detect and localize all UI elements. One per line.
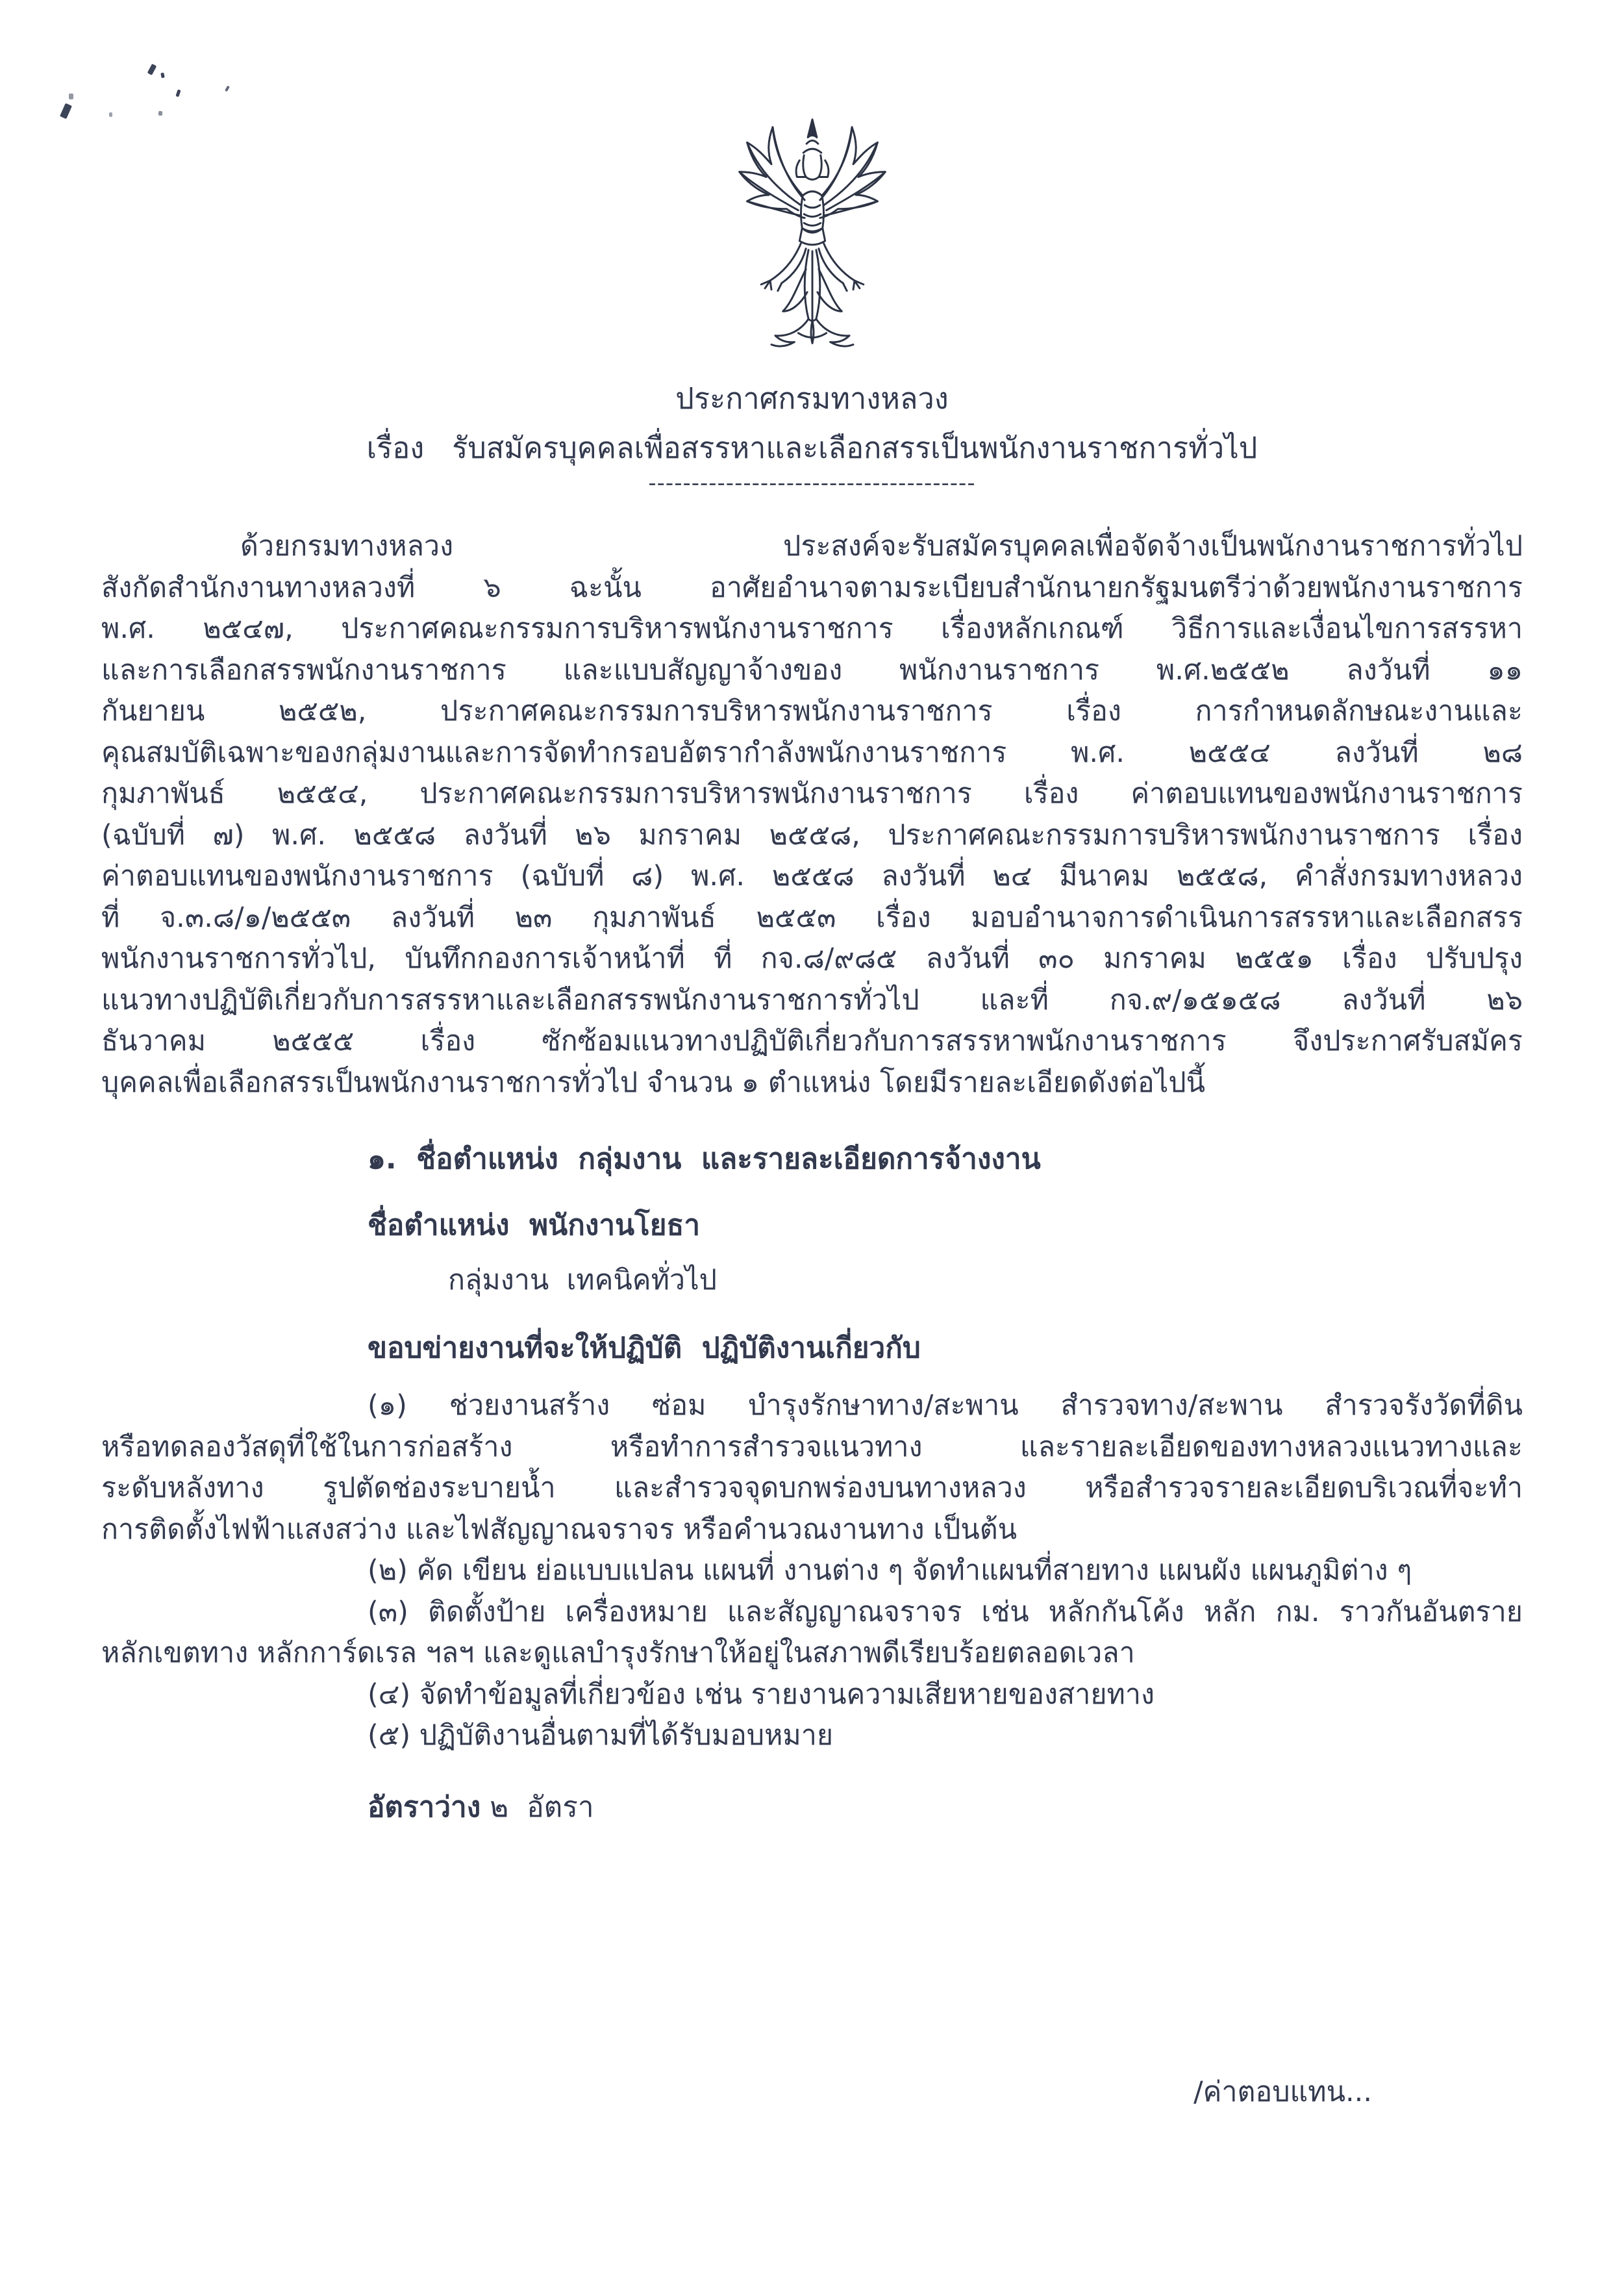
- duty-item-1-cont: ระดับหลังทาง รูปตัดช่องระบายน้ำ และสำรวจจุดบกพร่องบนทางหลวง หรือสำรวจรายละเอียดบริเวณที่จะทำ: [101, 1472, 1523, 1504]
- vacancy-value: ๒ อัตรา: [490, 1790, 594, 1824]
- subject-line: เรื่อง รับสมัครบุคคลเพื่อสรรหาและเลือกสรรเป็นพนักงานราชการทั่วไป: [366, 431, 1258, 465]
- paragraph-line: สังกัดสำนักงานทางหลวงที่ ๖ ฉะนั้น อาศัยอำนาจตามระเบียบสำนักนายกรัฐมนตรีว่าด้วยพนักงานราชการ: [101, 571, 1523, 604]
- ink-speck: [147, 64, 157, 75]
- paragraph-line: ที่ จ.๓.๘/๑/๒๕๕๓ ลงวันที่ ๒๓ กุมภาพันธ์ ๒๕๕๓ เรื่อง มอบอำนาจการดำเนินการสรรหาและเลือกสรร: [101, 901, 1523, 934]
- duty-item-1: (๑) ช่วยงานสร้าง ซ่อม บำรุงรักษาทาง/สะพาน สำรวจทาง/สะพาน สำรวจรังวัดที่ดิน: [368, 1389, 1523, 1422]
- document-body: [0, 526, 1624, 1828]
- paragraph-line: ค่าตอบแทนของพนักงานราชการ (ฉบับที่ ๘) พ.ศ. ๒๕๕๘ ลงวันที่ ๒๔ มีนาคม ๒๕๕๘, คำสั่งกรมทางหลวง: [101, 860, 1523, 892]
- section-heading: ๑. ชื่อตำแหน่ง กลุ่มงาน และรายละเอียดการจ้างงาน: [368, 1142, 1041, 1176]
- ink-speck: [60, 103, 72, 120]
- paragraph-line: (ฉบับที่ ๗) พ.ศ. ๒๕๕๘ ลงวันที่ ๒๖ มกราคม ๒๕๕๘, ประกาศคณะกรรมการบริหารพนักงานราชการ เรื่อง: [101, 818, 1523, 851]
- paragraph-line: และการเลือกสรรพนักงานราชการ และแบบสัญญาจ้างของ พนักงานราชการ พ.ศ.๒๕๕๒ ลงวันที่ ๑๑: [101, 653, 1523, 687]
- paragraph-line: พ.ศ. ๒๕๔๗, ประกาศคณะกรรมการบริหารพนักงานราชการ เรื่องหลักเกณฑ์ วิธีการและเงื่อนไขการสรรหา: [101, 612, 1523, 645]
- duty-item-3: (๓) ติดตั้งป้าย เครื่องหมาย และสัญญาณจราจร เช่น หลักกันโค้ง หลัก กม. ราวกันอันตราย: [368, 1595, 1523, 1628]
- duty-list: [101, 1385, 1523, 1757]
- vacancy-label: อัตราว่าง: [368, 1790, 481, 1824]
- ink-speck: [109, 112, 112, 117]
- paragraph-line: บุคคลเพื่อเลือกสรรเป็นพนักงานราชการทั่วไป จำนวน ๑ ตำแหน่ง โดยมีรายละเอียดดังต่อไปนี้: [101, 1066, 1206, 1099]
- paragraph-line: ธันวาคม ๒๕๕๕ เรื่อง ซักซ้อมแนวทางปฏิบัติเกี่ยวกับการสรรหาพนักงานราชการ จึงประกาศรับสมัคร: [101, 1025, 1523, 1057]
- position-title-line: ชื่อตำแหน่ง พนักงานโยธา: [368, 1208, 701, 1242]
- ink-speck: [158, 111, 162, 116]
- paragraph-line: พนักงานราชการทั่วไป, บันทึกกองการเจ้าหน้าที่ ที่ กจ.๘/๙๘๕ ลงวันที่ ๓๐ มกราคม ๒๕๕๑ เรื่อง ปรับปรุง: [101, 942, 1523, 975]
- scope-of-work-heading: ขอบข่ายงานที่จะให้ปฏิบัติ ปฏิบัติงานเกี่ยวกับ: [368, 1331, 921, 1365]
- paragraph-line: กันยายน ๒๕๕๒, ประกาศคณะกรรมการบริหารพนักงานราชการ เรื่อง การกำหนดลักษณะงานและ: [101, 695, 1523, 727]
- vacancy-line: [101, 1787, 1523, 1828]
- paragraph-line: กุมภาพันธ์ ๒๕๕๔, ประกาศคณะกรรมการบริหารพนักงานราชการ เรื่อง ค่าตอบแทนของพนักงานราชการ: [101, 777, 1523, 810]
- duty-item-1-cont: การติดตั้งไฟฟ้าแสงสว่าง และไฟสัญญาณจราจร หรือคำนวณงานทาง เป็นต้น: [101, 1513, 1018, 1546]
- work-group-line: กลุ่มงาน เทคนิคทั่วไป: [448, 1264, 717, 1296]
- duty-item-2: (๒) คัด เขียน ย่อแบบแปลน แผนที่ งานต่าง ๆ จัดทำแผนที่สายทาง แผนผัง แผนภูมิต่าง ๆ: [368, 1554, 1412, 1587]
- ink-speck: [175, 89, 181, 97]
- paragraph-line: คุณสมบัติเฉพาะของกลุ่มงานและการจัดทำกรอบอัตรากำลังพนักงานราชการ พ.ศ. ๒๕๕๔ ลงวันที่ ๒๘: [101, 736, 1523, 769]
- intro-paragraph: [101, 526, 1523, 1103]
- ink-speck: [225, 86, 230, 92]
- duty-item-1-cont: หรือทดลองวัสดุที่ใช้ในการก่อสร้าง หรือทำการสำรวจแนวทาง และรายละเอียดของทางหลวงแนวทางและ: [101, 1430, 1523, 1463]
- garuda-emblem-icon: [711, 116, 914, 365]
- continuation-marker: /ค่าตอบแทน...: [1193, 2076, 1372, 2108]
- paragraph-line: ด้วยกรมทางหลวง ประสงค์จะรับสมัครบุคคลเพื่อจัดจ้างเป็นพนักงานราชการทั่วไป: [240, 530, 1523, 562]
- ink-speck: [160, 73, 165, 79]
- page-title: ประกาศกรมทางหลวง: [675, 381, 949, 416]
- duty-item-5: (๕) ปฏิบัติงานอื่นตามที่ได้รับมอบหมาย: [368, 1719, 834, 1752]
- duty-item-3-cont: หลักเขตทาง หลักการ์ดเรล ฯลฯ และดูแลบำรุงรักษาให้อยู่ในสภาพดีเรียบร้อยตลอดเวลา: [101, 1637, 1135, 1669]
- paragraph-line: แนวทางปฏิบัติเกี่ยวกับการสรรหาและเลือกสรรพนักงานราชการทั่วไป และที่ กจ.๙/๑๕๑๕๘ ลงวันที่ ๒๖: [101, 983, 1523, 1016]
- ink-speck: [69, 94, 73, 99]
- dashed-divider: --------------------------------------: [648, 470, 976, 496]
- duty-item-4: (๔) จัดทำข้อมูลที่เกี่ยวข้อง เช่น รายงานความเสียหายของสายทาง: [368, 1678, 1155, 1711]
